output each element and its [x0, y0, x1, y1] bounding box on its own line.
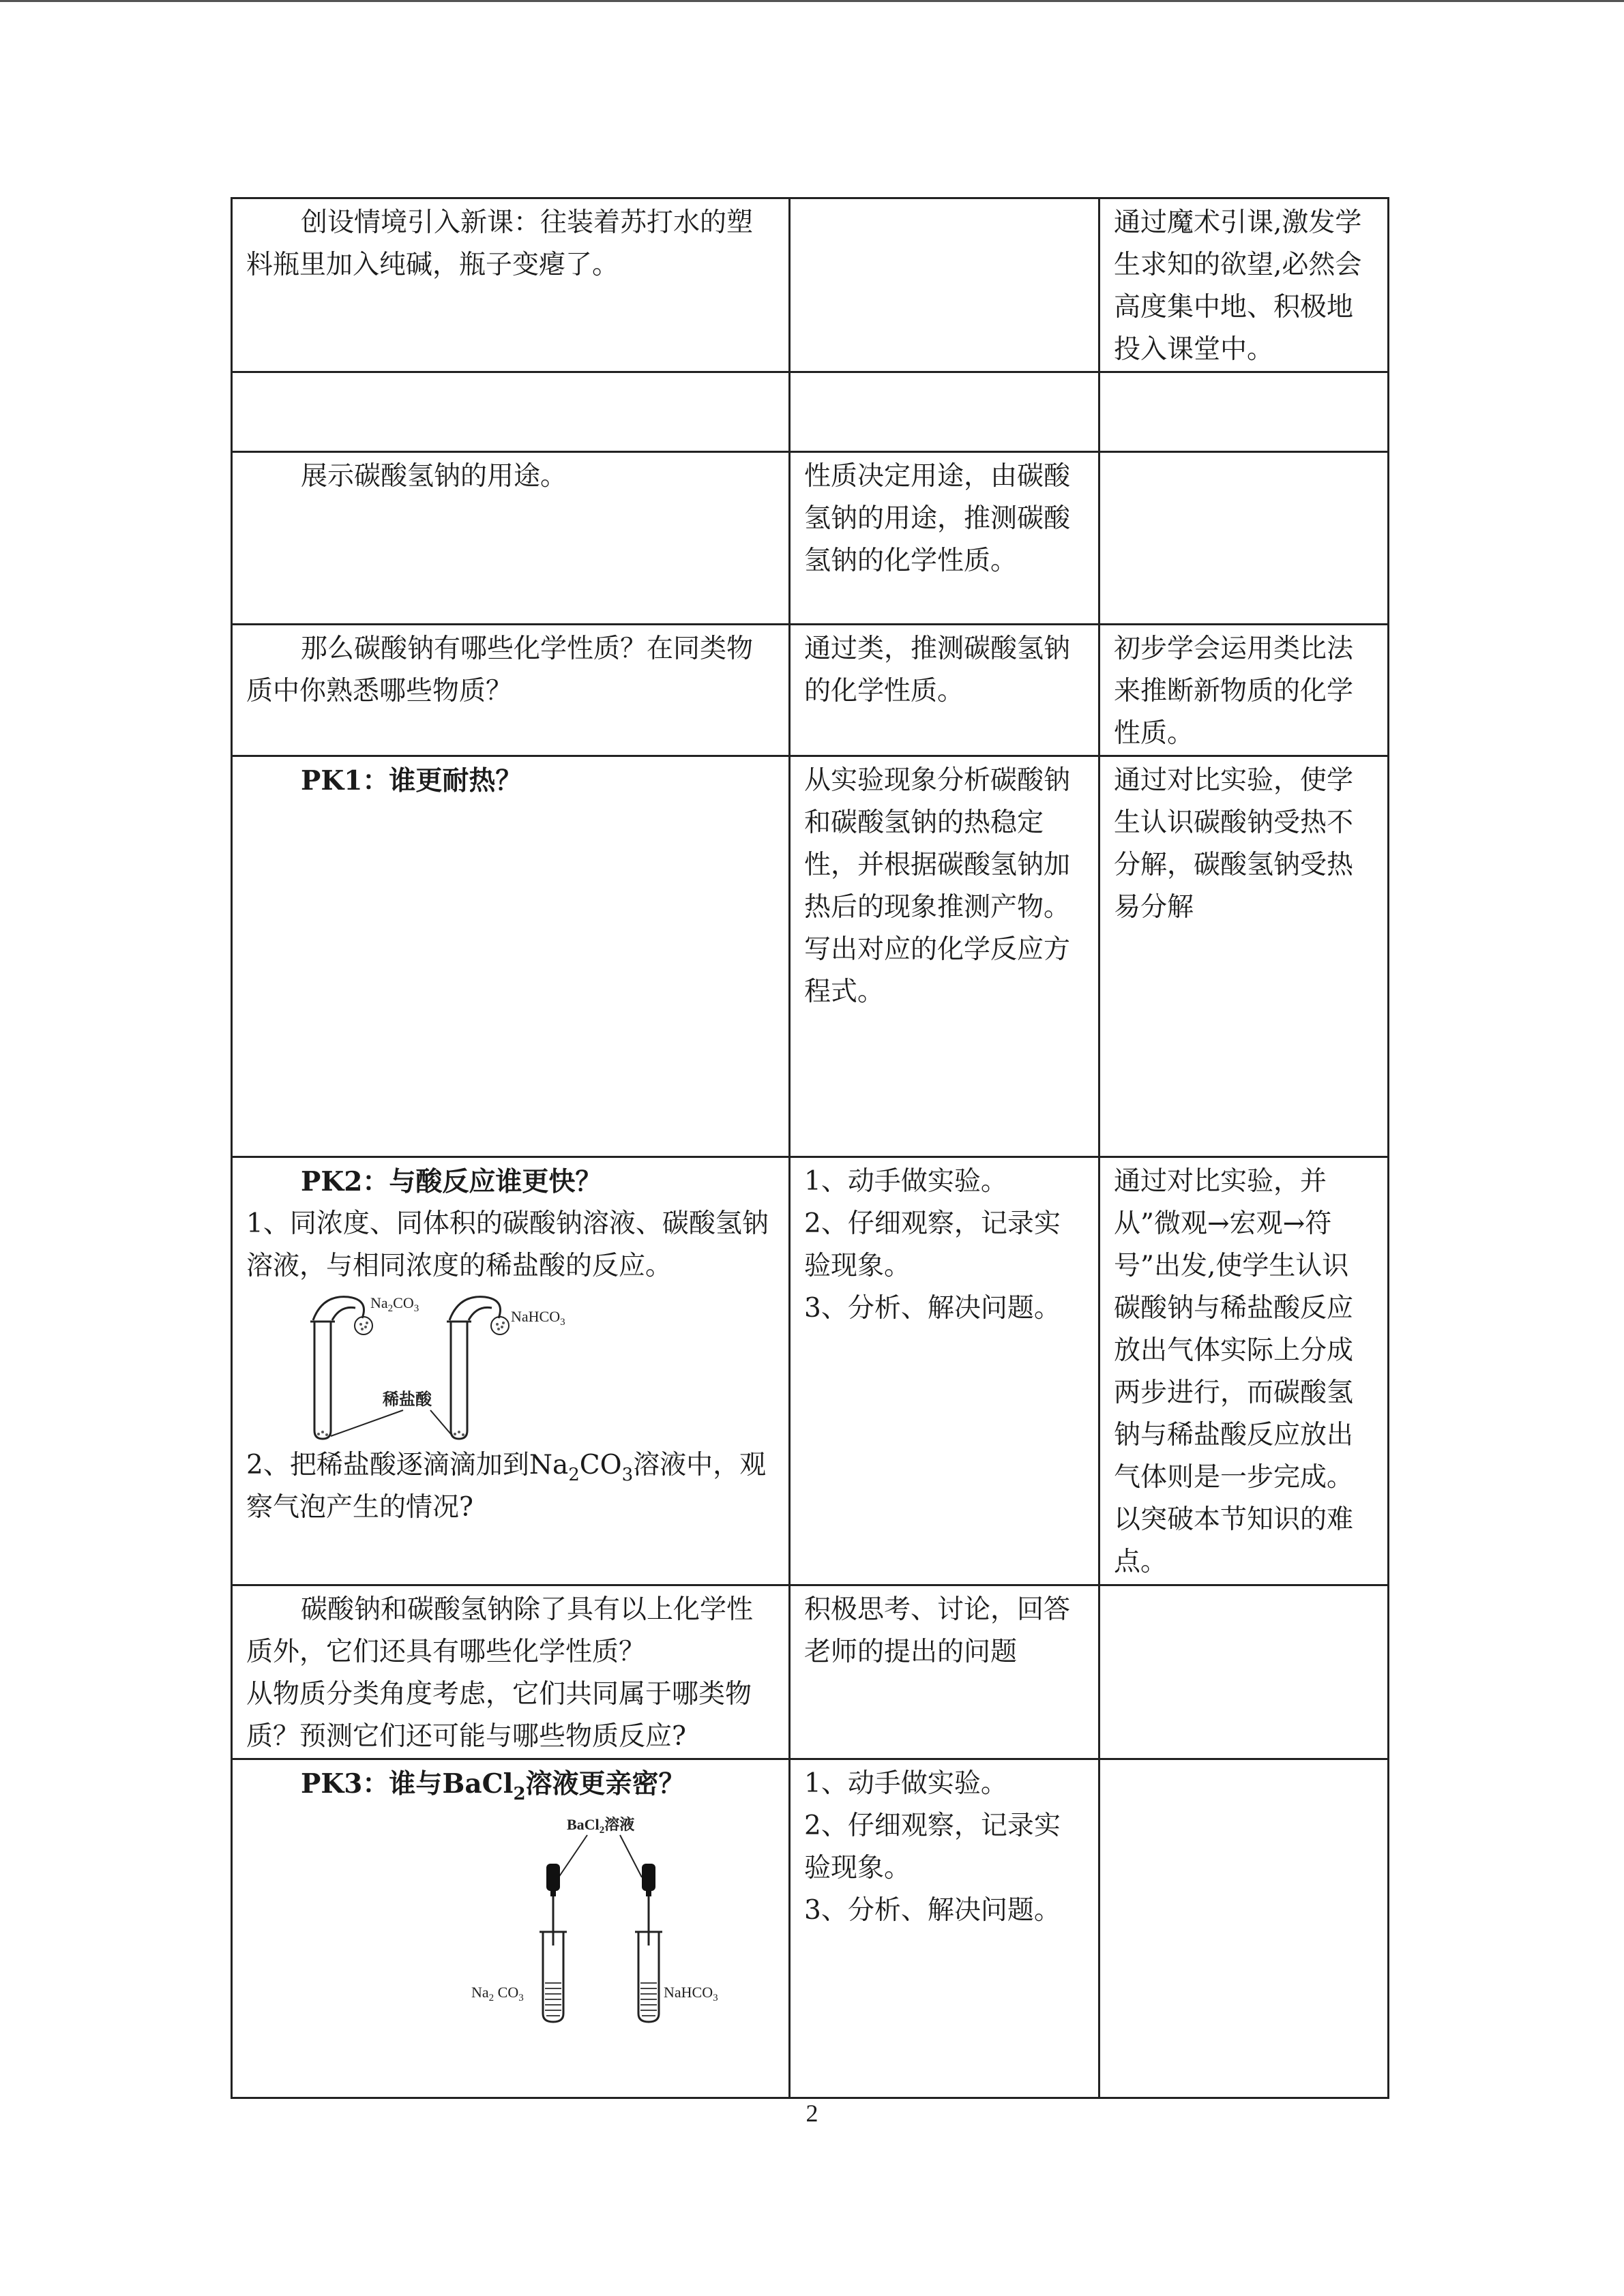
student-activity-cell	[790, 1759, 1099, 2098]
student-activity-cell	[790, 1585, 1099, 1759]
design-intent-text: 通过对比实验，使学生认识碳酸钠受热不分解，碳酸氢钠受热易分解	[1114, 765, 1354, 923]
design-intent-cell	[1099, 1157, 1389, 1585]
pk2-title: PK2：与酸反应谁更快？	[301, 1166, 602, 1197]
pk2-step1-text: 1、同浓度、同体积的碳酸钠溶液、碳酸氢钠溶液，与相同浓度的稀盐酸的反应。	[246, 1208, 769, 1281]
design-intent-text: 初步学会运用类比法来推断新物质的化学性质。	[1114, 633, 1354, 749]
student-step-1: 1、动手做实验。	[804, 1166, 1007, 1197]
teacher-activity-cell	[232, 625, 790, 756]
student-activity-cell	[790, 452, 1099, 625]
pk3-title: PK3：谁与BaCl$_2$溶液更亲密？	[301, 1768, 685, 1804]
table-row	[232, 372, 1389, 452]
student-activity-text: 性质决定用途，由碳酸氢钠的用途，推测碳酸氢钠的化学性质。	[804, 461, 1071, 576]
pk1-title: PK1：谁更耐热？	[301, 765, 522, 796]
bacl2-reaction-figure	[246, 1809, 765, 2034]
dropper-left	[546, 1864, 560, 1945]
lesson-plan-table	[231, 197, 1389, 2099]
teacher-activity-cell	[232, 1157, 790, 1585]
label-na2co3: $Na_2$ $CO_3$	[471, 1984, 524, 2003]
student-step-2: 2、仔细观察，记录实验现象。	[804, 1208, 1061, 1281]
label-na2co3: $Na_2CO_3$	[370, 1294, 419, 1314]
design-intent-cell	[1099, 372, 1389, 452]
student-step-2: 2、仔细观察，记录实验现象。	[804, 1810, 1061, 1883]
balloon-left	[313, 1297, 364, 1320]
balloon-right	[449, 1297, 501, 1320]
student-activity-cell	[790, 1157, 1099, 1585]
teacher-activity-text: 创设情境引入新课：往装着苏打水的塑料瓶里加入纯碱，瓶子变瘪了。	[246, 207, 754, 280]
design-intent-cell	[1099, 452, 1389, 625]
student-step-3: 3、分析、解决问题。	[804, 1293, 1061, 1324]
table-row	[232, 625, 1389, 756]
table-row	[232, 756, 1389, 1157]
page-top-border	[0, 0, 1624, 2]
teacher-activity-cell	[232, 372, 790, 452]
dropper-right	[642, 1864, 655, 1945]
label-dilute-hcl: 稀盐酸	[383, 1389, 432, 1409]
table-row	[232, 452, 1389, 625]
teacher-activity-cell	[232, 756, 790, 1157]
teacher-activity-text: 展示碳酸氢钠的用途。	[301, 461, 567, 492]
student-activity-cell	[790, 198, 1099, 372]
label-nahco3: NaHCO$_3$	[664, 1984, 718, 2003]
student-activity-cell	[790, 756, 1099, 1157]
student-step-1: 1、动手做实验。	[804, 1768, 1007, 1799]
student-activity-text: 通过类，推测碳酸氢钠的化学性质。	[804, 633, 1071, 706]
student-activity-text: 积极思考、讨论，回答老师的提出的问题	[804, 1594, 1071, 1667]
design-intent-cell	[1099, 1585, 1389, 1759]
label-nahco3: NaHCO$_3$	[511, 1308, 565, 1328]
page-number: 2	[806, 2100, 818, 2127]
student-activity-cell	[790, 372, 1099, 452]
label-bacl2: BaCl$_2$溶液	[567, 1816, 635, 1836]
student-activity-cell	[790, 625, 1099, 756]
design-intent-cell	[1099, 625, 1389, 756]
test-tube-left	[314, 1322, 331, 1439]
student-step-3: 3、分析、解决问题。	[804, 1895, 1061, 1926]
teacher-activity-cell	[232, 452, 790, 625]
acid-reaction-figure	[246, 1287, 587, 1444]
teacher-activity-text: 碳酸钠和碳酸氢钠除了具有以上化学性质外，它们还具有哪些化学性质？	[246, 1594, 754, 1667]
teacher-activity-cell	[232, 1759, 790, 2098]
teacher-activity-cell	[232, 198, 790, 372]
table-row	[232, 1157, 1389, 1585]
test-tube-right	[451, 1322, 467, 1439]
design-intent-text: 通过魔术引课,激发学生求知的欲望,必然会高度集中地、积极地投入课堂中。	[1114, 207, 1362, 365]
pk2-step2-text: 2、把稀盐酸逐滴滴加到$Na_2CO_3$溶液中，观察气泡产生的情况?	[246, 1450, 767, 1523]
design-intent-cell	[1099, 1759, 1389, 2098]
teacher-activity-cell	[232, 1585, 790, 1759]
table-row	[232, 1759, 1389, 2098]
table-row	[232, 1585, 1389, 1759]
teacher-activity-text-2: 从物质分类角度考虑，它们共同属于哪类物质？预测它们还可能与哪些物质反应?	[246, 1679, 752, 1752]
design-intent-cell	[1099, 198, 1389, 372]
table-row	[232, 198, 1389, 372]
design-intent-cell	[1099, 756, 1389, 1157]
design-intent-text: 通过对比实验，并从”微观→宏观→符号”出发,使学生认识碳酸钠与稀盐酸反应放出气体实际上分成两步进行，而碳酸氢钠与稀盐酸反应放出气体则是一步完成。以突破本节知识的难点。	[1114, 1166, 1354, 1577]
teacher-activity-text: 那么碳酸钠有哪些化学性质？在同类物质中你熟悉哪些物质？	[246, 633, 754, 706]
student-activity-text: 从实验现象分析碳酸钠和碳酸氢钠的热稳定性，并根据碳酸氢钠加热后的现象推测产物。写出对应的化学反应方程式。	[804, 765, 1071, 1007]
